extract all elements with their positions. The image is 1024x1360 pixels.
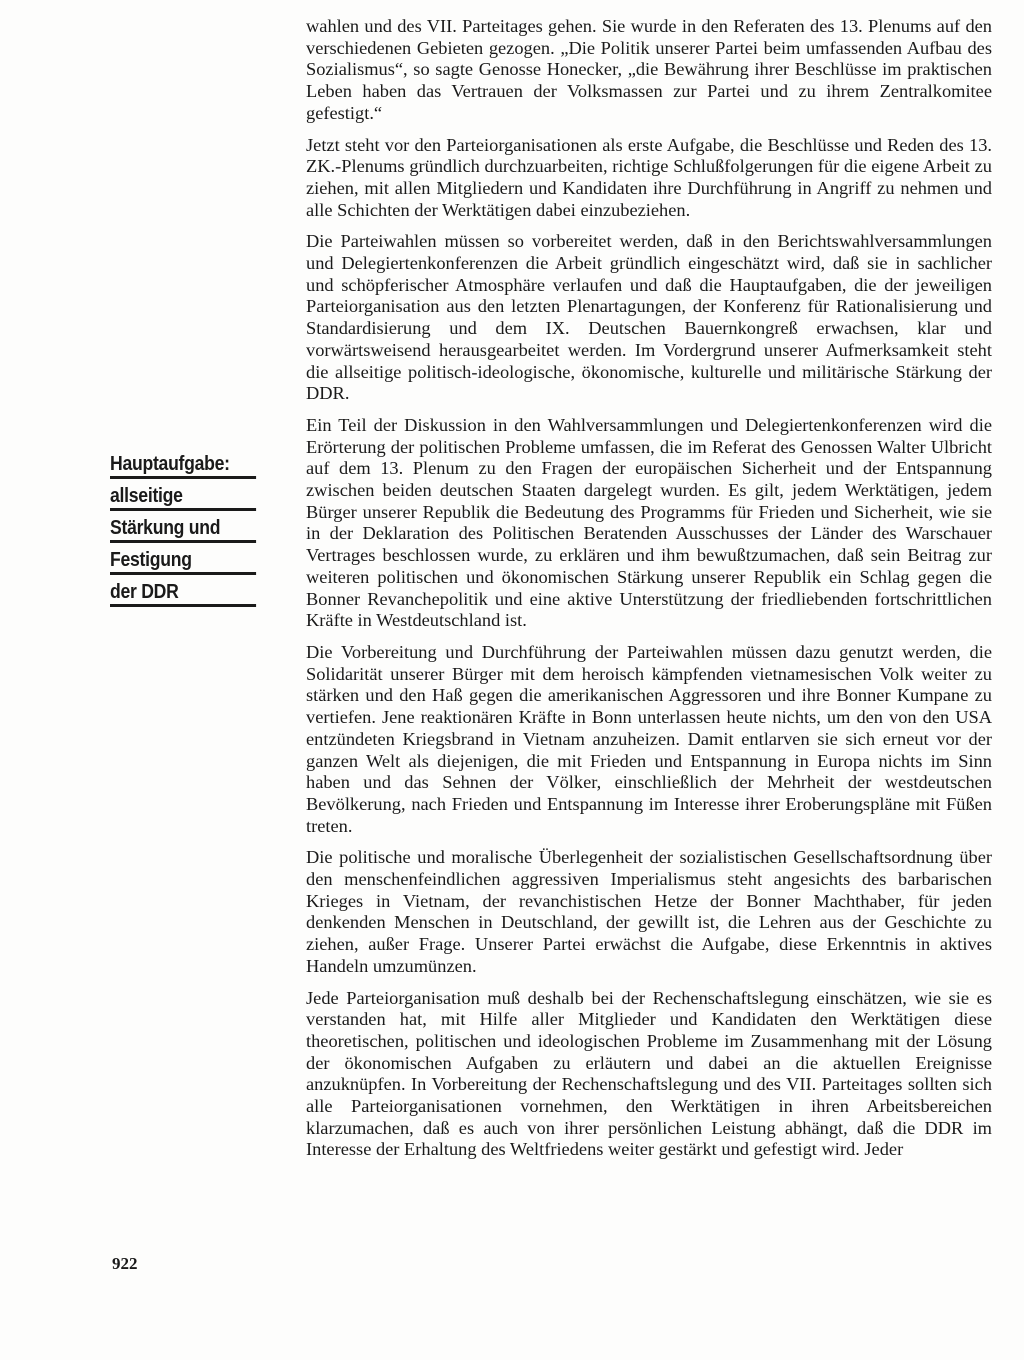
marginal-heading-line: Hauptaufgabe: <box>110 452 256 479</box>
paragraph: Jede Parteiorganisation muß deshalb bei der Rechenschaftslegung einschätzen, wie sie es verstanden hat, mit Hilfe aller Mitglieder und Kandidaten den Werktätigen diese theoretischen, politischen und ideologischen Probleme im Zusammenhang mit der Lösung der ökonomischen Aufgaben zu erläutern und dabei an die aktuellen Ereignisse anzuknüpfen. In Vorbereitung der Rechenschaftslegung und des VII. Parteitages sollten sich alle Parteiorganisationen vornehmen, den Werktätigen in ihren Arbeitsbereichen klarzumachen, daß es auch von ihrer persönlichen Leistung abhängt, daß die DDR im Interesse der Erhaltung des Weltfriedens weiter gestärkt und gefestigt wird. Jeder <box>306 987 992 1160</box>
paragraph: Die Parteiwahlen müssen so vorbereitet werden, daß in den Berichtswahlversammlungen und Delegiertenkonferenzen die Arbeit gründlich eingeschätzt wird, daß sie in sachlicher und schöpferischer Atmosphäre verlaufen und daß die Hauptaufgaben, die der jeweiligen Parteiorganisation aus den letzten Plenartagungen, der Konferenz für Rationalisierung und Standardisierung und dem IX. Deutschen Bauernkongreß erwachsen, klar und vorwärtsweisend herausgearbeitet werden. Im Vordergrund unserer Aufmerksamkeit steht die allseitige politisch-ideologische, ökonomische, kulturelle und militärische Stärkung der DDR. <box>306 231 992 404</box>
marginal-heading <box>110 452 276 612</box>
paragraph: Jetzt steht vor den Parteiorganisationen als erste Aufgabe, die Beschlüsse und Reden des 13. ZK.-Plenums gründlich durchzuarbeiten, richtige Schlußfolgerungen für die eigene Arbeit zu ziehen, mit allen Mitgliedern und Kandidaten ihre Durchführung in Angriff zu nehmen und alle Schichten der Werktätigen dabei einzubeziehen. <box>306 134 992 220</box>
paragraph: wahlen und des VII. Parteitages gehen. Sie wurde in den Referaten des 13. Plenums auf den verschiedenen Gebieten gezogen. „Die Politik unserer Partei beim umfassenden Aufbau des Sozialismus“, so sagte Genosse Honecker, „die Bewährung ihrer Beschlüsse im praktischen Leben haben das Vertrauen der Volksmassen zur Partei und zu ihrem Zentralkomitee gefestigt.“ <box>306 16 992 123</box>
marginal-heading-line: Festigung <box>110 548 256 575</box>
paragraph: Die politische und moralische Überlegenheit der sozialistischen Gesellschaftsordnung über den menschenfeindlichen aggressiven Imperialismus steht angesichts des barbarischen Krieges in Vietnam, der revanchistischen Hetze der Bonner Machthaber, für jeden denkenden Menschen in Deutschland, der gewillt ist, die Lehren aus der Geschichte zu ziehen, außer Frage. Unserer Partei erwächst die Aufgabe, diese Erkenntnis in aktives Handeln umzumünzen. <box>306 847 992 976</box>
paragraph: Ein Teil der Diskussion in den Wahlversammlungen und Delegiertenkonferenzen wird die Erörterung der politischen Probleme umfassen, die im Referat des Genossen Walter Ulbricht auf dem 13. Plenum zu den Fragen der europäischen Sicherheit und der Entspannung zwischen beiden deutschen Staaten dargelegt wurden. Es gilt, jedem Werktätigen, jedem Bürger unserer Republik die Bedeutung des Programms für Frieden und Sicherheit, wie sie in der Deklaration des Politischen Beratenden Ausschusses der Länder des Warschauer Vertrages beschlossen wurde, zu erklären und ihm bewußtzumachen, daß sein Beitrag zur weiteren politischen und ökonomischen Stärkung unserer Republik ein Schlag gegen die Bonner Revanchepolitik und eine aktive Unterstützung der friedliebenden fortschrittlichen Kräfte in Westdeutschland ist. <box>306 414 992 631</box>
body-text <box>306 16 992 1171</box>
marginal-heading-line: Stärkung und <box>110 516 256 543</box>
marginal-heading-line: der DDR <box>110 580 256 607</box>
paragraph: Die Vorbereitung und Durchführung der Parteiwahlen müssen dazu genutzt werden, die Solidarität unserer Bürger mit dem heroisch kämpfenden vietnamesischen Volk weiter zu stärken und den Haß gegen die amerikanischen Aggressoren und ihre Bonner Kumpane zu vertiefen. Jene reaktionären Kräfte in Bonn unterlassen heute nichts, um den von den USA entzündeten Kriegsbrand in Vietnam anzuheizen. Damit entlarven sie sich erneut vor der ganzen Welt als diejenigen, die mit Frieden und Entspannung in Europa nichts im Sinn haben und das Sehnen der Völker, einschließlich der Mehrheit der westdeutschen Bevölkerung, nach Frieden und Entspannung im Interesse ihrer Eroberungspläne mit Füßen treten. <box>306 641 992 836</box>
marginal-heading-line: allseitige <box>110 484 256 511</box>
page-number: 922 <box>112 1254 138 1273</box>
